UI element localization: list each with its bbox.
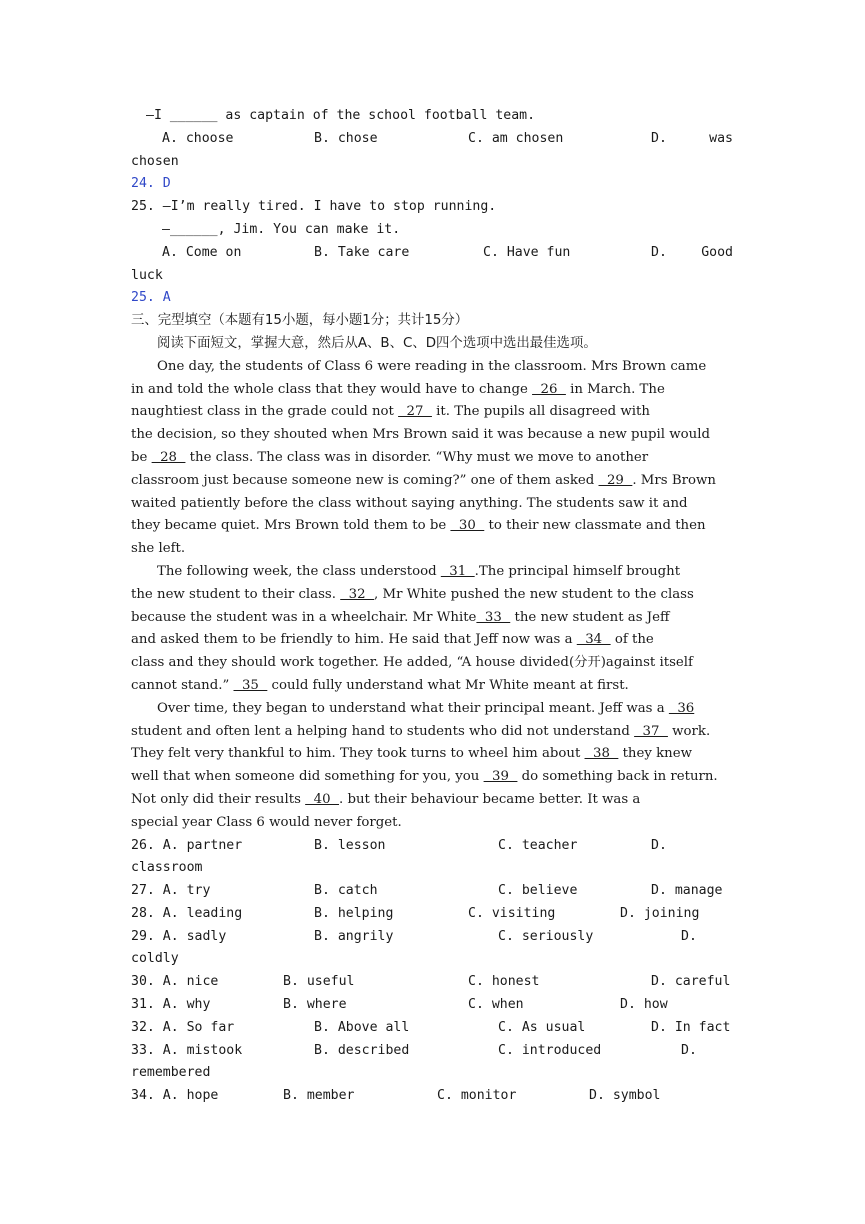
passage-line: in and told the whole class that they would have to change 26 in March. The (131, 381, 665, 397)
passage-line: well that when someone did something for you, you 39 do something back in return. (131, 769, 718, 785)
passage-line: They felt very thankful to him. They took turns to wheel him about 38 they knew (131, 746, 692, 762)
passage-line: the decision, so they shouted when Mrs Brown said it was because a new pupil would (131, 427, 710, 443)
q25-option-d-wrap: luck (131, 267, 163, 283)
options-28 (131, 903, 733, 926)
passage-line: Not only did their results 40 . but their behaviour became better. It was a (131, 791, 641, 807)
option-d: D. In fact (651, 1019, 731, 1035)
passage-line: and asked them to be friendly to him. He said that Jeff now was a 34 of the (131, 632, 654, 648)
option-a: 34. A. hope (131, 1088, 219, 1104)
option-a: 33. A. mistook (131, 1042, 243, 1058)
blank-32: 32 (340, 586, 375, 602)
blank-40: 40 (305, 791, 339, 807)
option-b: B. where (283, 997, 347, 1013)
option-d-wrap: remembered (131, 1065, 211, 1081)
passage-line: waited patiently before the class without saying anything. The students saw it and (131, 495, 688, 511)
blank-38: 38 (584, 746, 619, 762)
option-d: D. (651, 837, 667, 853)
option-c: C. when (468, 997, 524, 1013)
passage-line: cannot stand.” 35 could fully understand what Mr White meant at first. (131, 677, 629, 693)
q25-option-a: A. Come on (162, 244, 242, 260)
q23-option-d: D. (651, 130, 667, 146)
blank-33: 33 (476, 609, 511, 625)
blank-35: 35 (233, 677, 268, 693)
options-34 (131, 1085, 733, 1108)
option-d: D. (681, 1042, 697, 1058)
passage-line: student and often lent a helping hand to students who did not understand 37 work. (131, 723, 711, 739)
document-page (131, 105, 733, 1108)
option-c: C. believe (498, 883, 578, 899)
q23-option-d-wrap: chosen (131, 153, 179, 169)
passage-line: Over time, they began to understand what their principal meant. Jeff was a 36 (157, 700, 695, 716)
option-d: D. careful (651, 974, 731, 990)
passage-line: the new student to their class. 32 , Mr White pushed the new student to the class (131, 586, 694, 602)
option-b: B. Above all (314, 1019, 410, 1035)
option-d: D. (681, 928, 697, 944)
q23-options (131, 128, 733, 151)
option-b: B. member (283, 1088, 355, 1104)
options-29 (131, 926, 733, 949)
options-30 (131, 971, 733, 994)
option-a: 30. A. nice (131, 974, 219, 990)
q25-option-c: C. Have fun (483, 244, 571, 260)
passage-line: naughtiest class in the grade could not 27 it. The pupils all disagreed with (131, 404, 650, 420)
option-b: B. lesson (314, 837, 386, 853)
option-c: C. teacher (498, 837, 578, 853)
options-27 (131, 880, 733, 903)
option-d: D. symbol (589, 1088, 661, 1104)
q23-option-c: C. am chosen (468, 130, 564, 146)
q23-option-a: A. choose (162, 130, 234, 146)
option-b: B. helping (314, 905, 394, 921)
q23-option-d-word: was (709, 130, 733, 146)
passage-line: special year Class 6 would never forget. (131, 814, 402, 830)
option-d: D. manage (651, 883, 723, 899)
option-a: 26. A. partner (131, 837, 243, 853)
passage-line: classroom just because someone new is coming?” one of them asked 29 . Mrs Brown (131, 472, 716, 488)
blank-29: 29 (598, 472, 633, 488)
option-b: B. angrily (314, 928, 394, 944)
option-b: B. catch (314, 883, 378, 899)
option-c: C. seriously (498, 928, 594, 944)
q25-option-d-word: Good (701, 244, 733, 260)
option-a: 28. A. leading (131, 905, 243, 921)
options-31 (131, 994, 733, 1017)
q25-option-d: D. (651, 244, 667, 260)
passage-line: class and they should work together. He added, “A house divided(分开)against itself (131, 655, 693, 671)
passage-line: The following week, the class understood 31 .The principal himself brought (157, 563, 681, 579)
options-33 (131, 1040, 733, 1063)
q25-option-b: B. Take care (314, 244, 410, 260)
section-instruction: 阅读下面短文，掌握大意，然后从A、B、C、D四个选项中选出最佳选项。 (157, 335, 597, 351)
blank-36: 36 (668, 700, 695, 716)
option-d: D. joining (620, 905, 700, 921)
option-c: C. As usual (498, 1019, 586, 1035)
option-a: 29. A. sadly (131, 928, 227, 944)
option-c: C. monitor (437, 1088, 517, 1104)
option-c: C. visiting (468, 905, 556, 921)
passage-line: be 28 the class. The class was in disorder. “Why must we move to another (131, 449, 649, 465)
q25-line2: —______, Jim. You can make it. (162, 221, 401, 237)
q25-stem: 25. —I’m really tired. I have to stop running. (131, 199, 497, 215)
q25-options (131, 242, 733, 265)
blank-39: 39 (483, 769, 518, 785)
option-b: B. useful (283, 974, 355, 990)
section-title: 三、完型填空（本题有15小题，每小题1分；共计15分） (131, 313, 469, 329)
option-a: 32. A. So far (131, 1019, 235, 1035)
passage-line: they became quiet. Mrs Brown told them to be 30 to their new classmate and then (131, 518, 706, 534)
blank-34: 34 (576, 632, 611, 648)
blank-27: 27 (398, 404, 432, 420)
options-32 (131, 1017, 733, 1040)
option-d-wrap: coldly (131, 951, 179, 967)
option-b: B. described (314, 1042, 410, 1058)
blank-28: 28 (151, 449, 186, 465)
answer-24: 24. D (131, 176, 171, 192)
option-d-wrap: classroom (131, 860, 203, 876)
option-d: D. how (620, 997, 668, 1013)
passage-line: One day, the students of Class 6 were reading in the classroom. Mrs Brown came (157, 358, 707, 374)
passage-line: she left. (131, 541, 186, 557)
option-c: C. introduced (498, 1042, 602, 1058)
blank-37: 37 (634, 723, 668, 739)
q23-option-b: B. chose (314, 130, 378, 146)
answer-25: 25. A (131, 290, 171, 306)
option-a: 31. A. why (131, 997, 211, 1013)
option-a: 27. A. try (131, 883, 211, 899)
q23-stem: —I ______ as captain of the school football team. (146, 108, 536, 123)
option-c: C. honest (468, 974, 540, 990)
options-26 (131, 835, 733, 858)
blank-26: 26 (532, 381, 566, 397)
passage-line: because the student was in a wheelchair. Mr White 33 the new student as Jeff (131, 609, 670, 625)
blank-31: 31 (440, 563, 475, 579)
blank-30: 30 (450, 518, 485, 534)
